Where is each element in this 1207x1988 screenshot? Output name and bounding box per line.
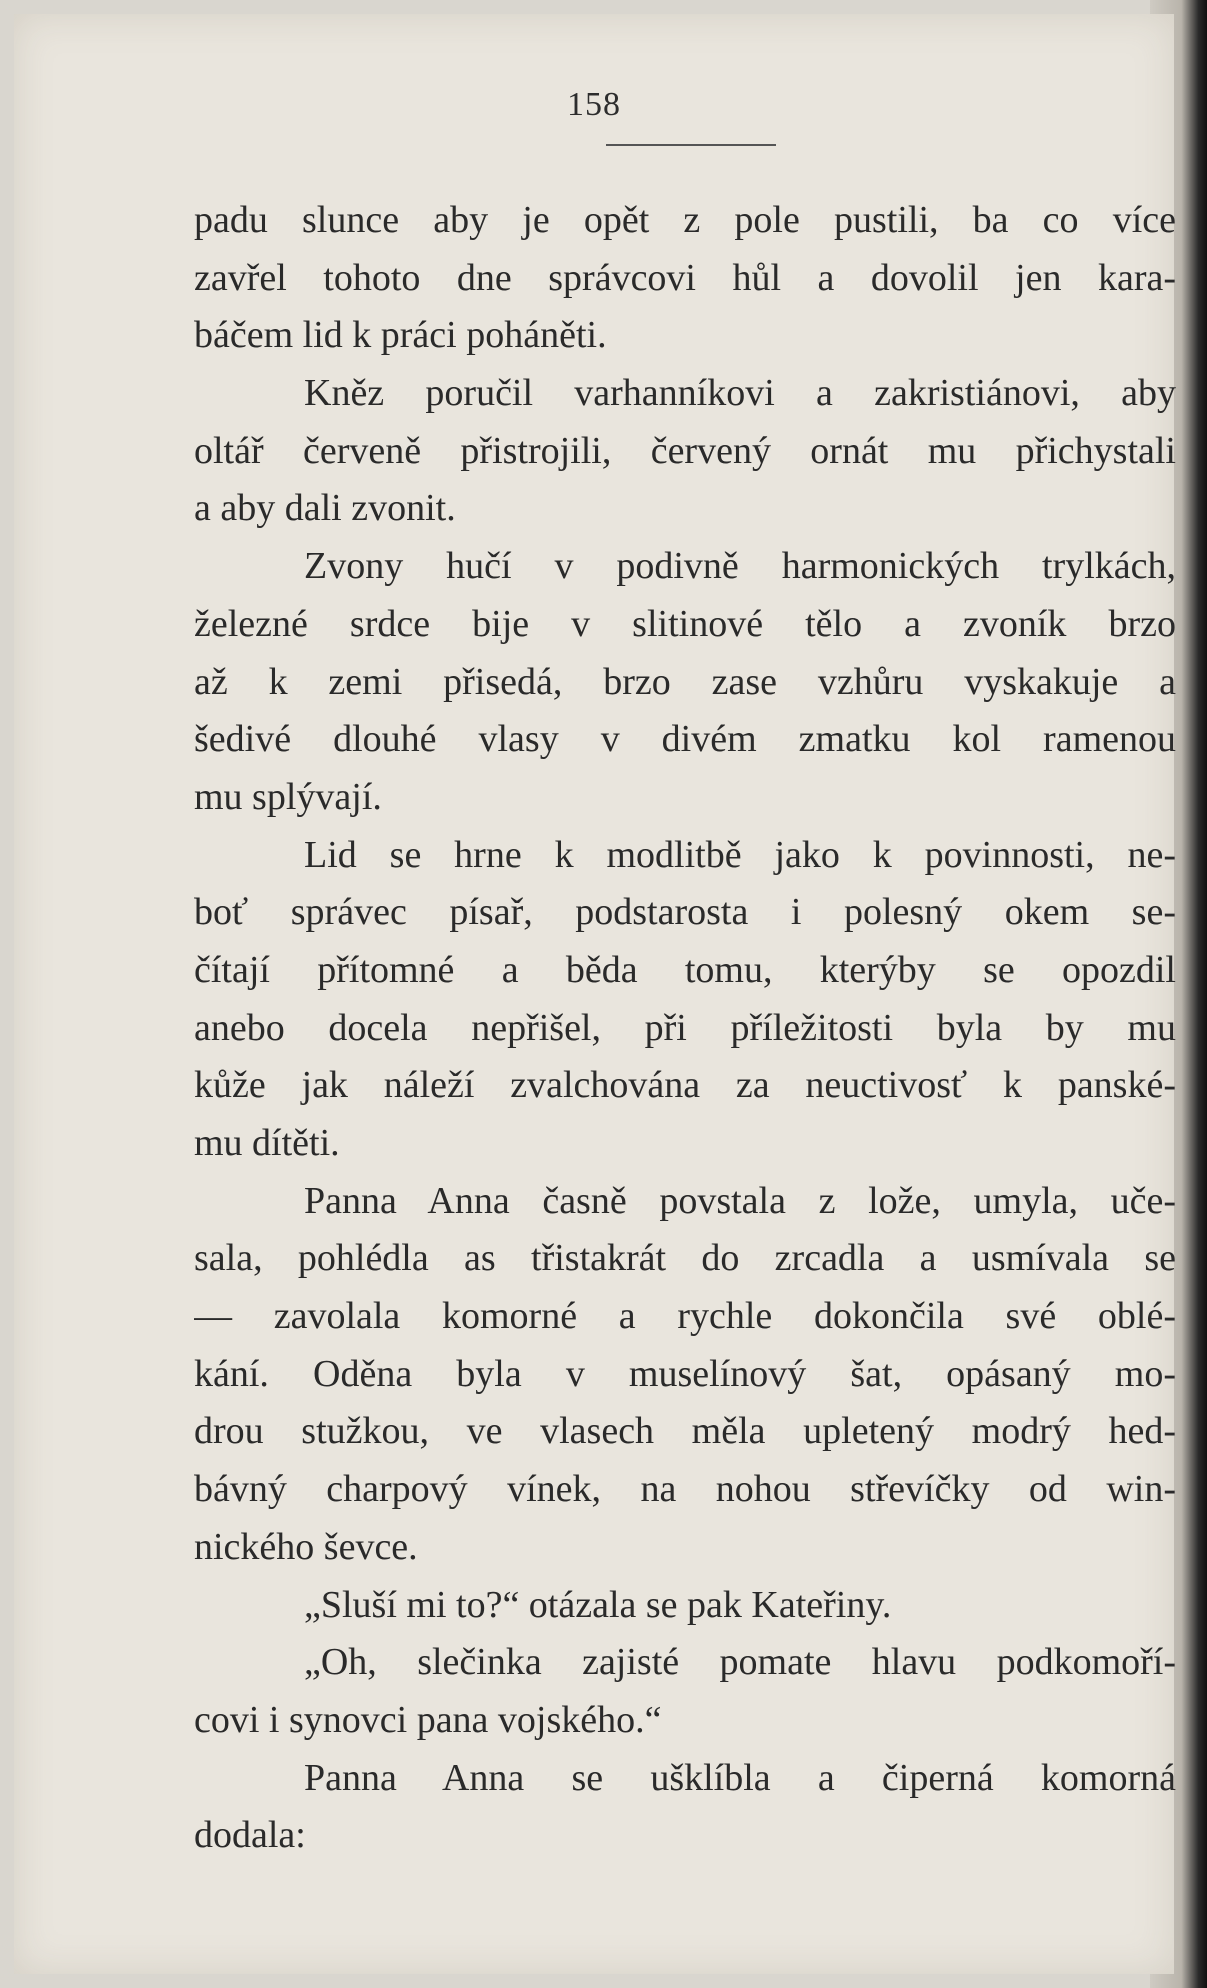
- text-line: dodala:: [194, 1814, 306, 1857]
- text-line: sala, pohlédla as třistakrát do zrcadla a usmívala se: [194, 1237, 1176, 1280]
- text-line: mu splývají.: [194, 775, 382, 818]
- text-line: boť správec písař, podstarosta i polesný okem se-: [194, 891, 1176, 934]
- text-line: covi i synovci pana vojského.“: [194, 1698, 662, 1741]
- book-page: [14, 14, 1174, 1974]
- text-line: čítají přítomné a běda tomu, kterýby se opozdil: [194, 948, 1176, 991]
- text-line: a aby dali zvonit.: [194, 487, 456, 530]
- text-line: Panna Anna časně povstala z lože, umyla, uče-: [304, 1179, 1176, 1222]
- text-line: zavřel tohoto dne správcovi hůl a dovolil jen kara-: [194, 256, 1176, 299]
- text-line: báčem lid k práci poháněti.: [194, 314, 607, 357]
- page-number: 158: [567, 86, 621, 123]
- text-line: „Oh, slečinka zajisté pomate hlavu podkomoří-: [304, 1641, 1176, 1684]
- text-line: kůže jak náleží zvalchována za neuctivosť k panské-: [194, 1064, 1176, 1107]
- text-line: Panna Anna se ušklíbla a čiperná komorná: [304, 1756, 1176, 1799]
- text-line: šedivé dlouhé vlasy v divém zmatku kol ramenou: [194, 718, 1176, 761]
- text-line: „Sluší mi to?“ otázala se pak Kateřiny.: [304, 1583, 892, 1626]
- text-line: kání. Oděna byla v muselínový šat, opásaný mo-: [194, 1352, 1176, 1395]
- text-line: nického ševce.: [194, 1525, 418, 1568]
- text-line: Zvony hučí v podivně harmonických trylkách,: [304, 545, 1176, 588]
- text-line: oltář červeně přistrojili, červený ornát mu přichystali: [194, 429, 1176, 472]
- text-line: až k zemi přisedá, brzo zase vzhůru vyskakuje a: [194, 660, 1176, 703]
- header-rule: [606, 144, 776, 146]
- text-line: bávný charpový vínek, na nohou střevíčky od win-: [194, 1468, 1176, 1511]
- text-line: železné srdce bije v slitinové tělo a zvoník brzo: [194, 602, 1176, 645]
- text-line: — zavolala komorné a rychle dokončila své oblé-: [194, 1295, 1176, 1338]
- text-line: Kněz poručil varhanníkovi a zakristiánovi, aby: [304, 372, 1176, 415]
- text-line: mu dítěti.: [194, 1122, 340, 1164]
- text-line: anebo docela nepřišel, při příležitosti byla by mu: [194, 1006, 1176, 1049]
- body-text: [194, 192, 1176, 1865]
- text-line: Lid se hrne k modlitbě jako k povinnosti, ne-: [304, 833, 1176, 876]
- text-line: padu slunce aby je opět z pole pustili, ba co více: [194, 199, 1176, 241]
- text-line: drou stužkou, ve vlasech měla upletený modrý hed-: [194, 1410, 1176, 1453]
